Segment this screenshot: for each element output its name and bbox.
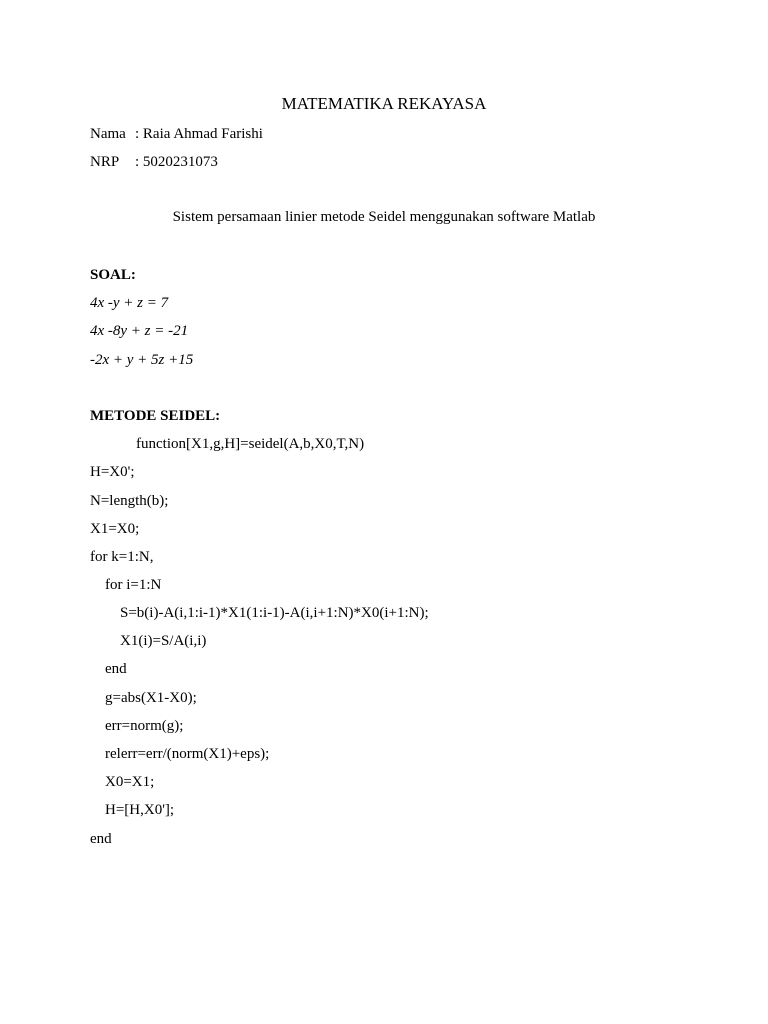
- code-line-5: for k=1:N,: [90, 549, 154, 565]
- nrp-value: : 5020231073: [135, 154, 218, 170]
- soal-heading: SOAL:: [90, 267, 136, 283]
- equation-2: 4x -8y + z = -21: [90, 323, 189, 339]
- code-line-1: function[X1,g,H]=seidel(A,b,X0,T,N): [136, 436, 365, 452]
- name-row: [90, 124, 263, 144]
- code-line-15: end: [90, 831, 112, 847]
- document-title: MATEMATIKA REKAYASA: [281, 94, 487, 113]
- code-line-14: H=[H,X0'];: [105, 802, 175, 818]
- nrp-label: NRP: [90, 154, 120, 170]
- code-line-4: X1=X0;: [90, 521, 140, 537]
- equation-1: 4x -y + z = 7: [90, 295, 169, 311]
- code-line-13: X0=X1;: [105, 774, 155, 790]
- nrp-row: [90, 152, 218, 172]
- name-label: Nama: [90, 126, 126, 142]
- code-line-3: N=length(b);: [90, 493, 169, 509]
- code-line-10: g=abs(X1-X0);: [105, 690, 197, 706]
- code-line-9: end: [105, 661, 127, 677]
- name-value: : Raia Ahmad Farishi: [135, 126, 263, 142]
- document-subtitle: Sistem persamaan linier metode Seidel menggunakan software Matlab: [172, 209, 596, 225]
- equation-3: -2x + y + 5z +15: [90, 352, 194, 368]
- method-heading: METODE SEIDEL:: [90, 408, 221, 424]
- code-line-12: relerr=err/(norm(X1)+eps);: [105, 746, 270, 762]
- code-line-8: X1(i)=S/A(i,i): [120, 633, 207, 649]
- code-line-11: err=norm(g);: [105, 718, 184, 734]
- code-line-7: S=b(i)-A(i,1:i-1)*X1(1:i-1)-A(i,i+1:N)*X0(i+1:N);: [120, 605, 429, 621]
- code-line-6: for i=1:N: [105, 577, 162, 593]
- code-line-2: H=X0';: [90, 464, 135, 480]
